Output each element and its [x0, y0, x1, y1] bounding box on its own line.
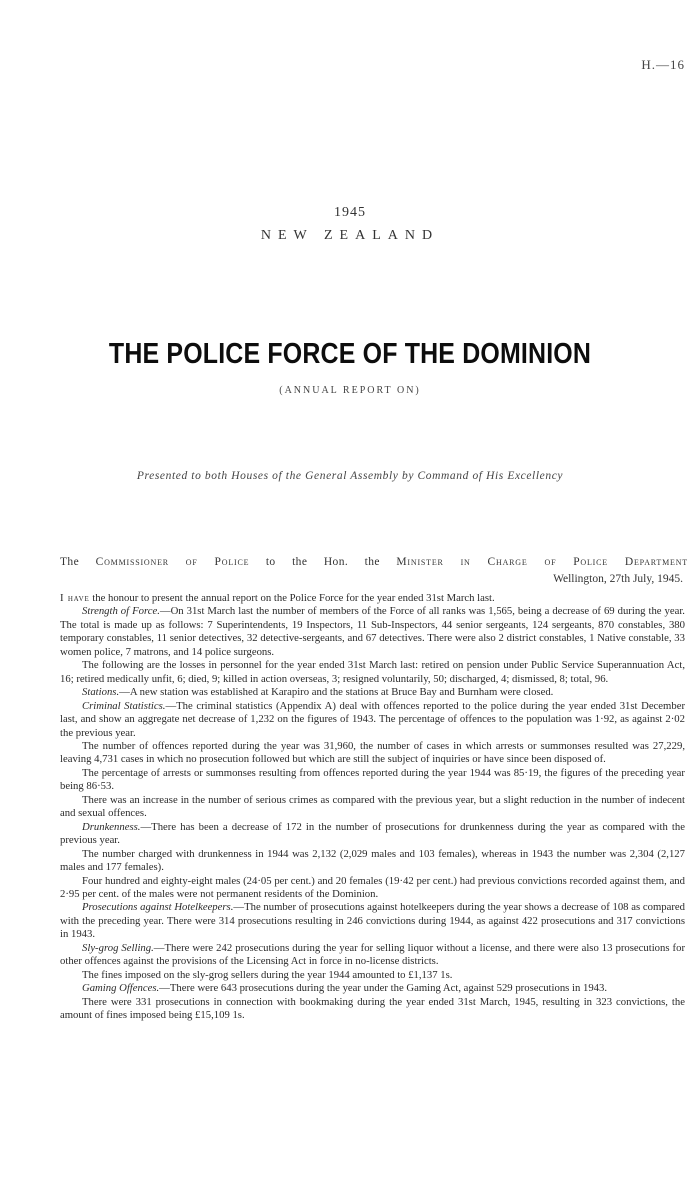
paragraph — [60, 982, 685, 995]
paragraph — [60, 605, 685, 659]
paragraph-text: the honour to present the annual report on the Police Force for the year ended 31st March last. — [89, 592, 495, 604]
paragraph — [60, 875, 685, 902]
paragraph — [60, 740, 685, 767]
section-heading: Prosecutions against Hotelkeepers. — [82, 901, 234, 914]
paragraph-text: —The number of prosecutions against hotelkeepers during the year shows a decrease of 108 as compared with the preceding year. There were 314 prosecutions resulting in 246 convictions during 1944, as against 422 prosecutions and 317 convictions in 1943. — [60, 901, 685, 941]
section-heading: Criminal Statistics. — [82, 699, 166, 712]
paragraph — [60, 700, 685, 740]
paragraph — [60, 767, 685, 794]
paragraph-text: The following are the losses in personnel for the year ended 31st March last: retired on pension under Public Service Superannuation Act, 16; retired medically unfit, 6; died, 9; killed in action overseas, 3; resigned voluntarily, 50; discharged, 4; dismissed, 8; total, 96. — [60, 659, 685, 685]
paragraph — [60, 942, 685, 969]
paragraph — [60, 592, 685, 605]
paragraph-text: The fines imposed on the sly-grog sellers during the year 1944 amounted to £1,137 1s. — [82, 968, 453, 981]
section-heading: Drunkenness. — [82, 820, 141, 833]
section-heading: Strength of Force. — [82, 605, 160, 618]
salutation-to: Minister in Charge of Police Department — [396, 556, 688, 568]
page-title: THE POLICE FORCE OF THE DOMINION — [108, 338, 592, 370]
paragraph-text: The number of offences reported during the year was 31,960, the number of cases in which arrests or summonses resulted was 27,229, leaving 4,731 cases in which no prosecution followed but which are still the subject of inquiries or have since been disposed of. — [60, 739, 685, 766]
report-body — [60, 592, 685, 1023]
paragraph-text: —There has been a decrease of 172 in the number of prosecutions for drunkenness during the year as compared with the previous year. — [60, 820, 685, 847]
paragraph-text: There were 331 prosecutions in connection with bookmaking during the year ended 31st March, 1945, resulting in 323 convictions, the amount of fines imposed being £15,109 1s. — [60, 995, 685, 1022]
paragraph-text: —There were 242 prosecutions during the year for selling liquor without a license, and there were also 13 prosecutions for other offences against the provisions of the Licensing Act in force in no-license districts. — [60, 941, 685, 968]
report-year: 1945 — [334, 205, 366, 220]
paragraph — [60, 794, 685, 821]
paragraph-text: The number charged with drunkenness in 1944 was 2,132 (2,029 males and 103 females), whereas in 1943 the number was 2,304 (2,127 males and 177 females). — [60, 847, 685, 874]
paragraph-text: The percentage of arrests or summonses resulting from offences reported during the year 1944 was 85·19, the figures of the preceding year being 86·53. — [60, 766, 685, 793]
salutation-to-hon: to the Hon. the — [265, 556, 380, 568]
salutation-the: The — [60, 556, 80, 568]
paragraph — [60, 821, 685, 848]
paragraph — [60, 659, 685, 686]
section-heading: Stations. — [82, 686, 120, 699]
section-heading: Gaming Offences. — [82, 982, 160, 995]
paragraph — [60, 848, 685, 875]
dateline: Wellington, 27th July, 1945. — [553, 573, 683, 585]
paragraph-text: There was an increase in the number of serious crimes as compared with the previous year, but a slight reduction in the number of indecent and sexual offences. — [60, 793, 685, 820]
lead-words: I have — [60, 592, 90, 604]
page-reference: H.—16 — [641, 57, 685, 72]
paragraph — [60, 996, 685, 1023]
paragraph-text: —On 31st March last the number of members of the Force of all ranks was 1,565, being a decrease of 69 during the year. The total is made up as follows: 7 Superintendents, 19 Inspectors, 11 Sub-Inspectors, 44 senior sergeants, 124 sergeants, 870 constables, 380 temporary constables, 11 senior detectives, 32 detective-sergeants, and 67 detectives. There were also 2 district constables, 1 Native constable, 33 women police, 7 matrons, and 14 police surgeons. — [60, 605, 685, 658]
country-heading: NEW ZEALAND — [260, 228, 440, 243]
paragraph-text: —The criminal statistics (Appendix A) deal with offences reported to the police during the year ended 31st December last, and show an aggregate net decrease of 1,232 on the figures of 1943. The percentage of offences to the population was 1·92, as against 2·02 the previous year. — [60, 699, 686, 739]
section-heading: Sly-grog Selling. — [82, 941, 154, 954]
paragraph-text: —There were 643 prosecutions during the year under the Gaming Act, against 529 prosecutions in 1943. — [159, 982, 608, 995]
paragraph — [60, 686, 685, 699]
salutation-from: Commissioner of Police — [95, 556, 250, 568]
report-subtitle: (ANNUAL REPORT ON) — [279, 385, 421, 396]
paragraph-text: —A new station was established at Karapiro and the stations at Bruce Bay and Burnham were closed. — [119, 686, 554, 699]
paragraph — [60, 901, 685, 941]
paragraph-text: Four hundred and eighty-eight males (24·05 per cent.) and 20 females (19·42 per cent.) had previous convictions recorded against them, and 2·95 per cent. of the males were not permanent residents of the Dominion. — [60, 874, 685, 900]
paragraph — [60, 969, 685, 982]
presentation-note: Presented to both Houses of the General Assembly by Command of His Excellency — [136, 470, 564, 482]
salutation-line — [60, 556, 688, 568]
